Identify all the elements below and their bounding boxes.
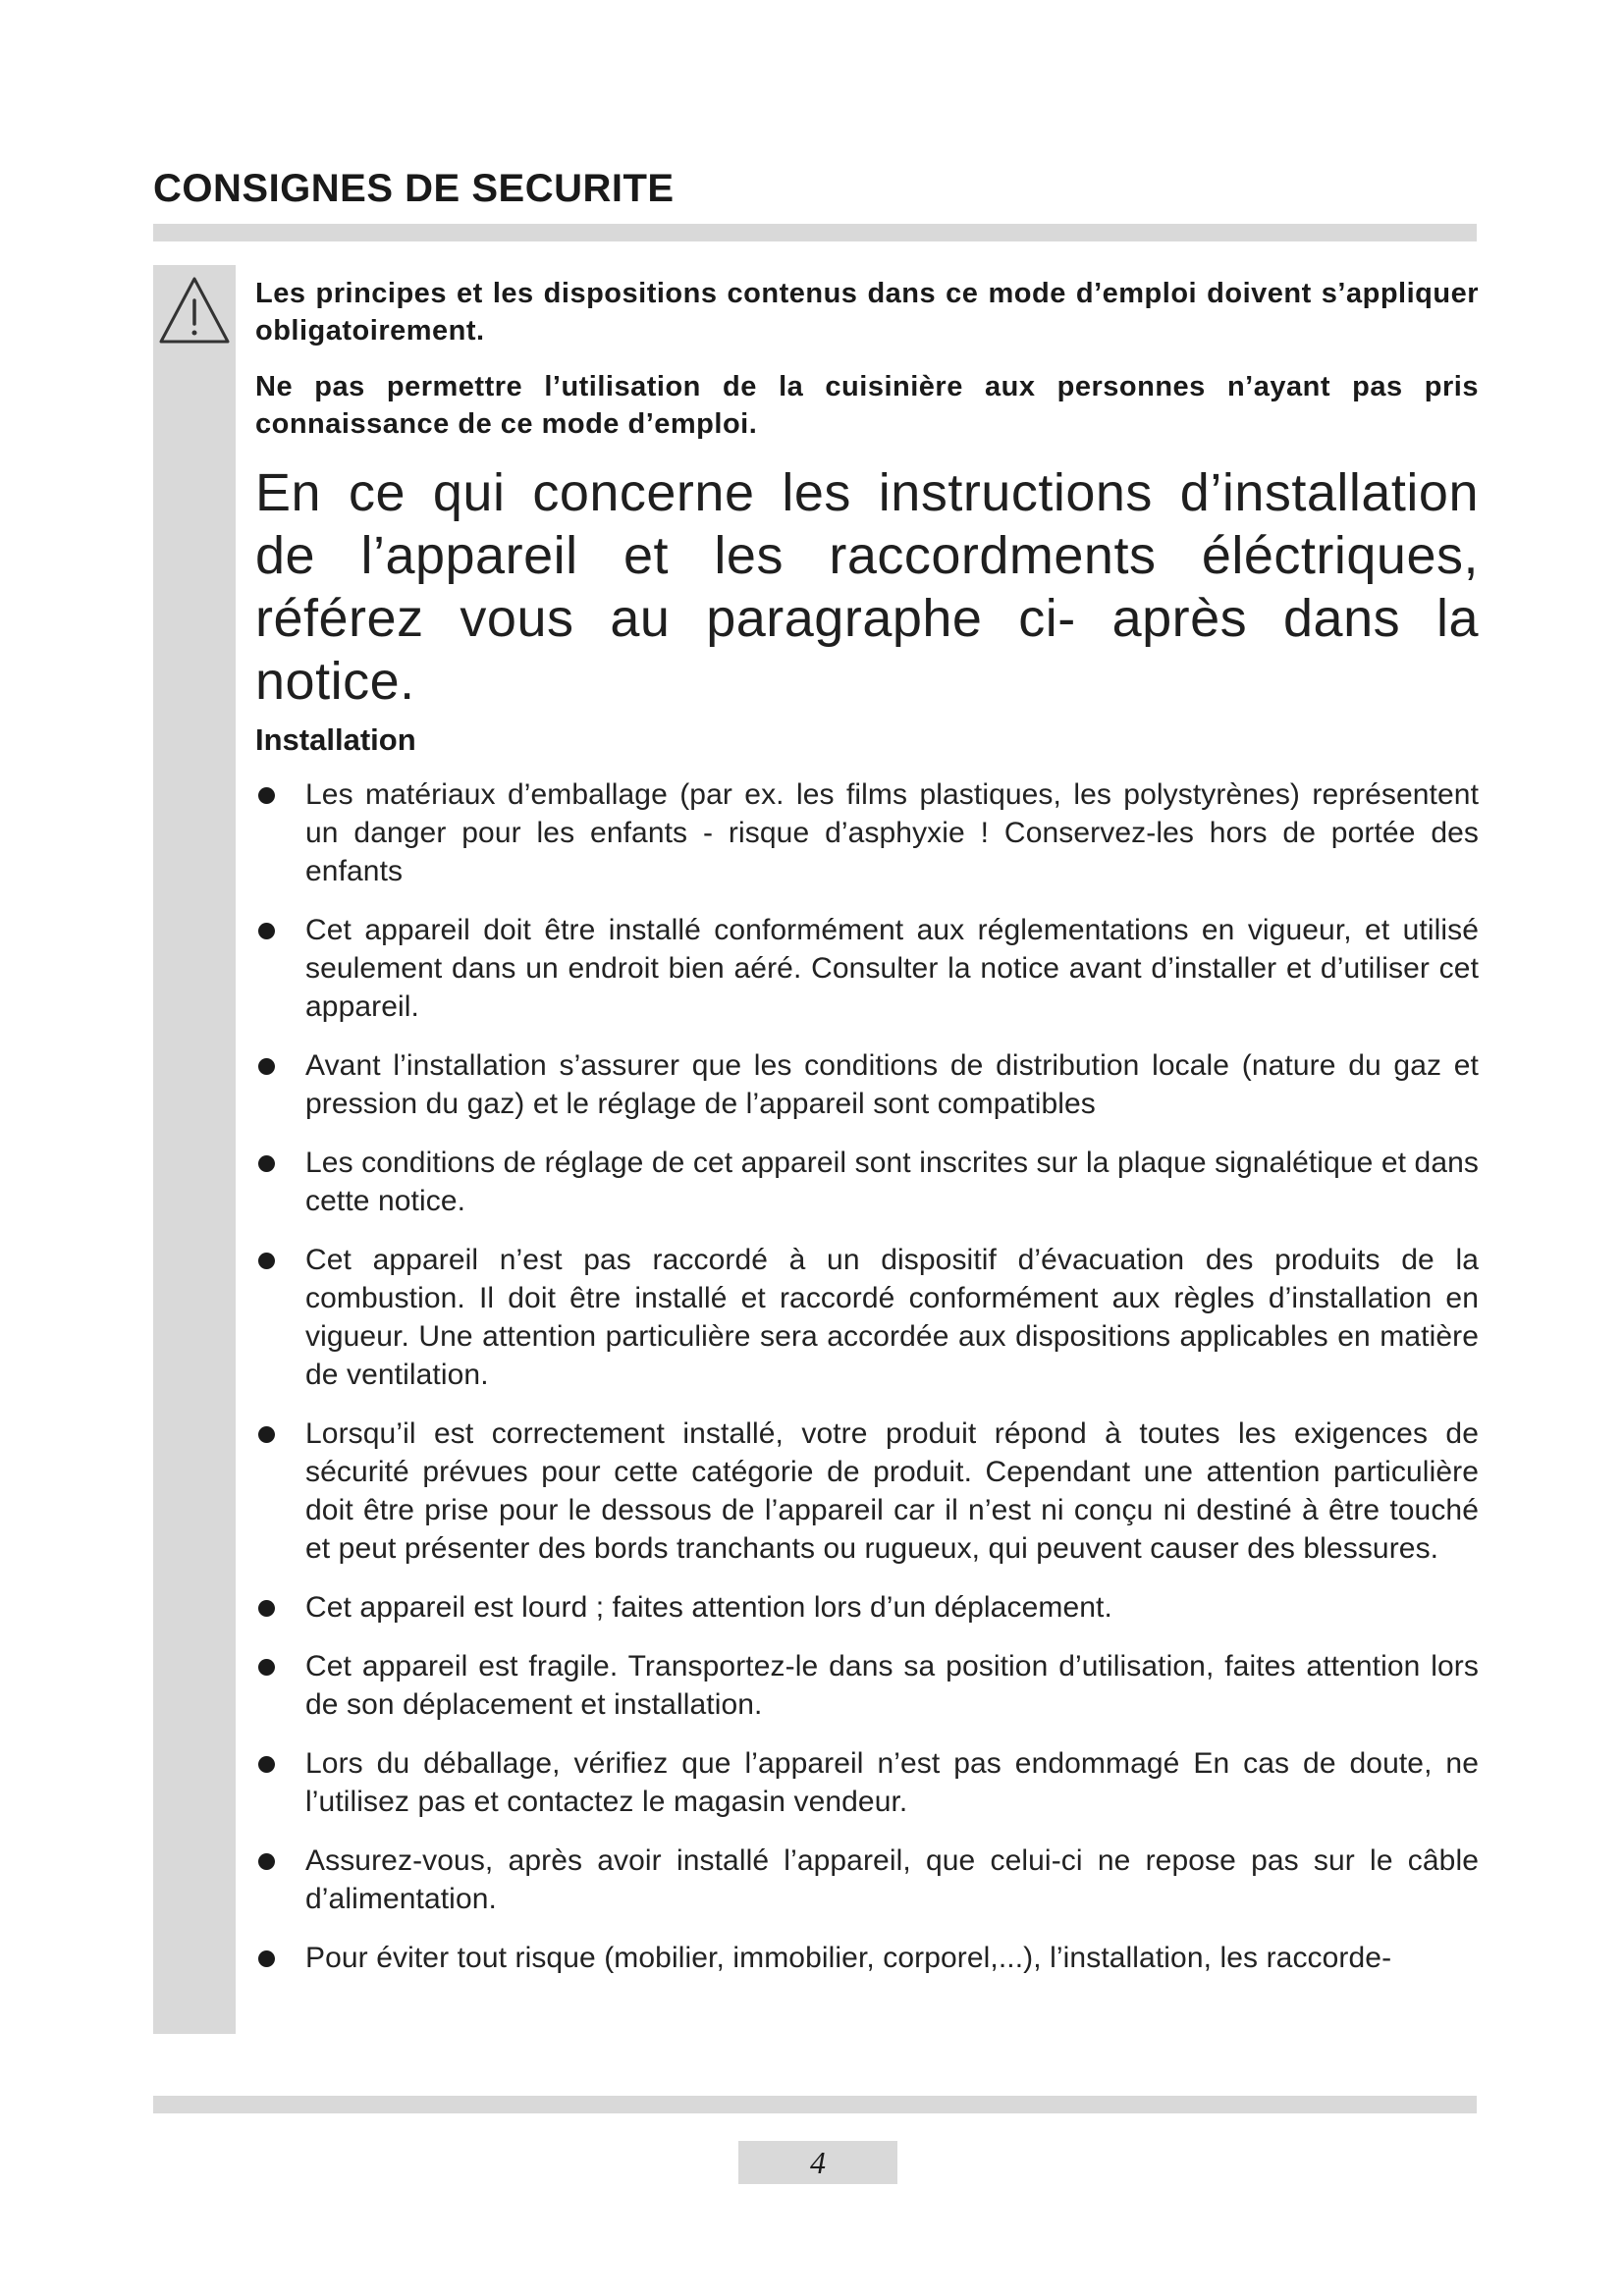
list-item-text: Cet appareil est fragile. Transportez-le dans sa position d’utilisation, faites attention lors de son déplacement et installation. [305, 1650, 1479, 1721]
list-item [255, 1744, 1479, 1821]
list-item [255, 1415, 1479, 1568]
list-item [255, 1939, 1479, 1977]
list-item-text: Lors du déballage, vérifiez que l’appareil n’est pas endommagé En cas de doute, ne l’utilisez pas et contactez le magasin vendeur. [305, 1747, 1479, 1818]
list-item-text: Les conditions de réglage de cet appareil sont inscrites sur la plaque signalétique et dans cette notice. [305, 1147, 1479, 1217]
installation-list [255, 775, 1479, 1977]
list-item-text: Assurez-vous, après avoir installé l’appareil, que celui-ci ne repose pas sur le câble d’alimentation. [305, 1844, 1479, 1915]
bullet-icon [258, 1853, 275, 1870]
list-item-text: Cet appareil doit être installé conformément aux réglementations en vigueur, et utilisé seulement dans un endroit bien aéré. Consulter la notice avant d’installer et d’utiliser cet appareil. [305, 914, 1479, 1023]
list-item [255, 1647, 1479, 1724]
list-item [255, 775, 1479, 890]
warning-triangle-icon [155, 273, 234, 347]
list-item [255, 1842, 1479, 1918]
bullet-icon [258, 1756, 275, 1773]
list-item-text: Avant l’installation s’assurer que les conditions de distribution locale (nature du gaz et pression du gaz) et le réglage de l’appareil sont compatibles [305, 1049, 1479, 1120]
list-item-text: Cet appareil n’est pas raccordé à un dispositif d’évacuation des produits de la combustion. Il doit être installé et raccordé conformément aux règles d’installation en vigueur. Une attention particulière sera accordée aux dispositions applicables en matière de ventilation. [305, 1244, 1479, 1391]
list-item-text: Les matériaux d’emballage (par ex. les films plastiques, les polystyrènes) représentent un danger pour les enfants - risque d’asphyxie ! Conservez-les hors de portée des enfants [305, 778, 1479, 887]
bullet-icon [258, 1950, 275, 1967]
list-item [255, 1241, 1479, 1394]
intro-paragraph-usage: Ne pas permettre l’utilisation de la cuisinière aux personnes n’ayant pas pris connaissance de ce mode d’emploi. [255, 371, 1479, 440]
page-number: 4 [810, 2144, 826, 2180]
bullet-icon [258, 1426, 275, 1443]
bullet-icon [258, 1155, 275, 1172]
bullet-icon [258, 1253, 275, 1269]
list-item-text: Cet appareil est lourd ; faites attention lors d’un déplacement. [305, 1591, 1112, 1624]
warning-sidebar [153, 265, 236, 2034]
top-divider [153, 224, 1477, 241]
list-item [255, 1144, 1479, 1220]
list-item [255, 1588, 1479, 1627]
list-item [255, 911, 1479, 1026]
bullet-icon [258, 1058, 275, 1075]
list-item-text: Pour éviter tout risque (mobilier, immobilier, corporel,...), l’installation, les raccorde- [305, 1942, 1392, 1974]
page-number-box [738, 2141, 897, 2184]
list-item-text: Lorsqu’il est correctement installé, votre produit répond à toutes les exigences de sécurité prévues pour cette catégorie de produit. Cependant une attention particulière doit être prise pour le dessous de l’appareil car il n’est ni conçu ni destiné à être touché et peut présenter des bords tranchants ou rugueux, qui peuvent causer des blessures. [305, 1417, 1479, 1565]
bottom-divider [153, 2096, 1477, 2113]
bullet-icon [258, 1659, 275, 1676]
intro-paragraph-obligation: Les principes et les dispositions contenus dans ce mode d’emploi doivent s’appliquer obligatoirement. [255, 278, 1479, 347]
bullet-icon [258, 1600, 275, 1617]
list-item [255, 1046, 1479, 1123]
installation-notice: En ce qui concerne les instructions d’installation de l’appareil et les raccordments éléctriques, référez vous au paragraphe ci- après dans la notice. [255, 463, 1479, 711]
page-title: CONSIGNES DE SECURITE [153, 167, 675, 210]
installation-heading: Installation [255, 722, 416, 757]
bullet-icon [258, 923, 275, 939]
safety-content [255, 275, 1479, 1998]
bullet-icon [258, 787, 275, 804]
